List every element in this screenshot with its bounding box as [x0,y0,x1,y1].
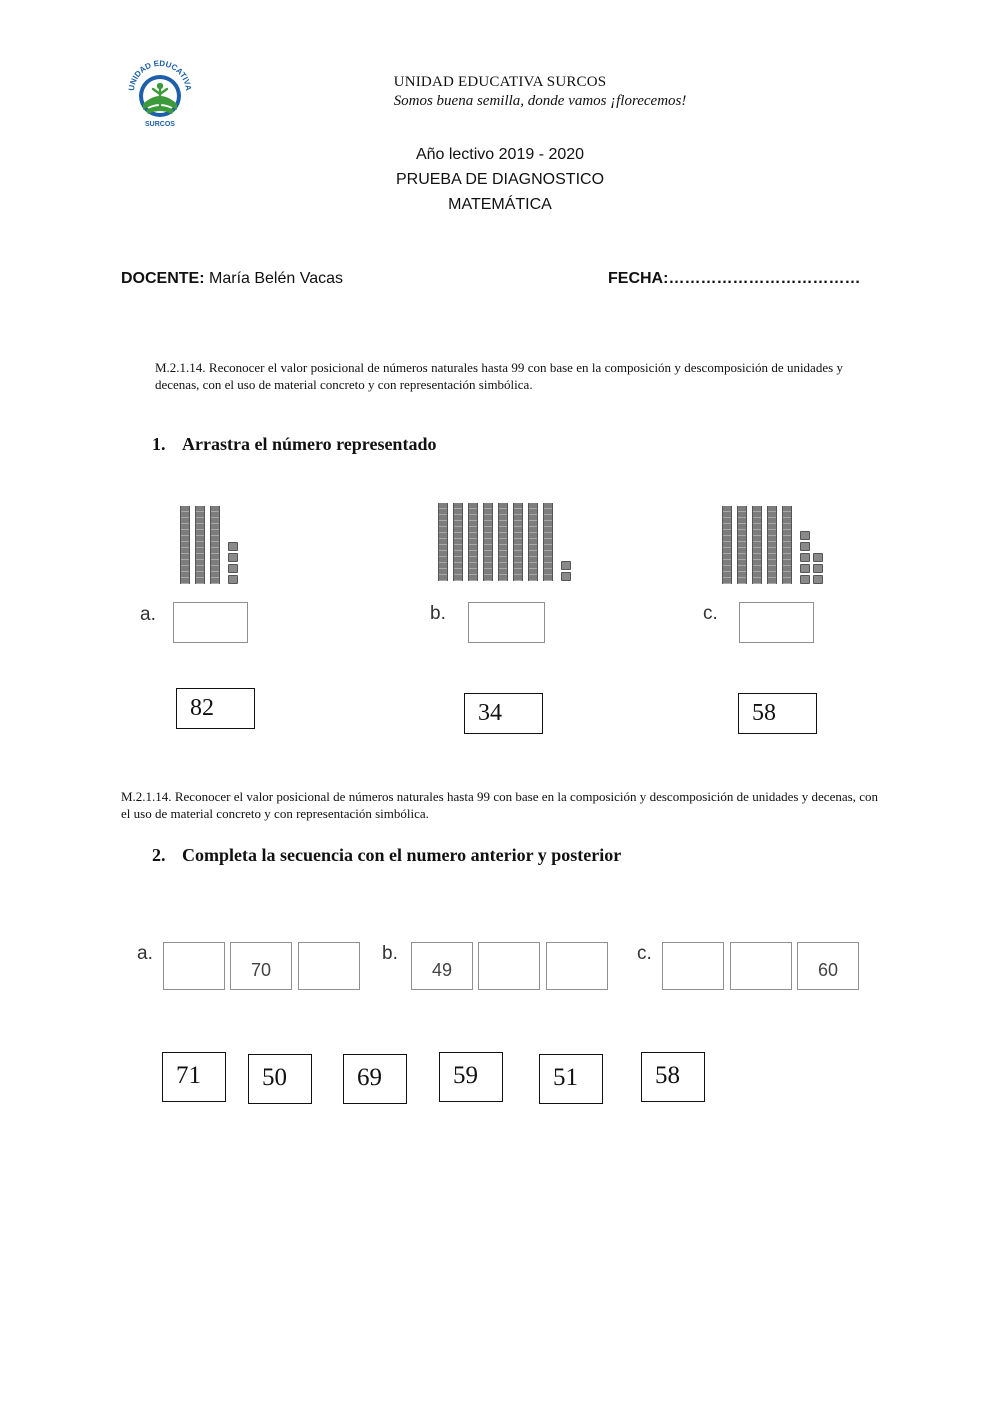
sequence-letter-b: b. [382,943,398,964]
item-letter-b: b. [430,603,446,624]
drop-zone-c[interactable] [739,602,814,643]
base-ten-blocks-a [180,506,250,586]
ten-rod [453,503,463,581]
answer-tile-82[interactable]: 82 [176,688,255,729]
drop-zone-a[interactable] [173,602,248,643]
unit-cube [561,561,571,570]
test-title: PRUEBA DE DIAGNOSTICO [395,171,605,188]
unit-cube [800,542,810,551]
question-1-number: 1. [152,434,166,454]
unit-cube [813,575,823,584]
unit-cube [813,553,823,562]
objective-1: M.2.1.14. Reconocer el valor posicional de números naturales hasta 99 con base en la composición y descomposición de unidades y decenas, con el uso de material concreto y con representación simbólica. [155,360,843,392]
ten-rod [543,503,553,581]
sequence-letter-a: a. [137,943,153,964]
teacher-name: María Belén Vacas [209,270,344,287]
sequence-b-given: 49 [411,942,473,990]
unit-cube [800,564,810,573]
sequence-b-next[interactable] [478,942,540,990]
answer-tile-58[interactable]: 58 [738,693,817,734]
ten-rod [195,506,205,584]
sequence-letter-c: c. [637,943,652,964]
item-letter-c: c. [703,603,718,624]
ten-rod [438,503,448,581]
ten-rod [468,503,478,581]
teacher-line [121,270,343,288]
ten-rod [483,503,493,581]
unit-cube [228,553,238,562]
sequence-a-next[interactable] [298,942,360,990]
question-1-heading [152,434,436,455]
answer-tile-59[interactable]: 59 [439,1052,503,1102]
ten-rod [498,503,508,581]
ten-rod [513,503,523,581]
question-2-title: Completa la secuencia con el numero anterior y posterior [182,845,622,865]
date-field: FECHA:……………………………… [608,270,861,287]
sequence-c-previous[interactable] [730,942,792,990]
school-name: UNIDAD EDUCATIVA SURCOS [393,74,607,90]
unit-cube [228,575,238,584]
unit-cube [228,542,238,551]
unit-cube [813,564,823,573]
sequence-a-previous[interactable] [163,942,225,990]
sequence-c-given: 60 [797,942,859,990]
unit-cube [800,531,810,540]
ten-rod [752,506,762,584]
base-ten-blocks-b [438,503,578,583]
question-2-heading [152,845,621,866]
logo-text-bottom: SURCOS [145,121,175,128]
school-year: Año lectivo 2019 - 2020 [415,146,585,163]
answer-tile-50[interactable]: 50 [248,1054,312,1104]
unit-cube [800,553,810,562]
question-1-title: Arrastra el número representado [182,434,437,454]
answer-tile-69[interactable]: 69 [343,1054,407,1104]
logo-text-top: UNIDAD EDUCATIVA [126,58,194,92]
item-letter-a: a. [140,604,156,625]
sequence-b-next-2[interactable] [546,942,608,990]
ten-rod [210,506,220,584]
sequence-a-given: 70 [230,942,292,990]
ten-rod [528,503,538,581]
base-ten-blocks-c [722,506,837,586]
answer-tile-58-seq[interactable]: 58 [641,1052,705,1102]
unit-cube [800,575,810,584]
objective-2: M.2.1.14. Reconocer el valor posicional de números naturales hasta 99 con base en la composición y descomposición de unidades y decenas, con el uso de material concreto y con representación simbólica. [121,789,878,821]
teacher-label: DOCENTE: [121,270,205,287]
ten-rod [782,506,792,584]
unit-cube [561,572,571,581]
answer-tile-51[interactable]: 51 [539,1054,603,1104]
ten-rod [767,506,777,584]
school-motto: Somos buena semilla, donde vamos ¡florecemos! [393,93,687,109]
subject-title: MATEMÁTICA [448,196,552,213]
drop-zone-b[interactable] [468,602,545,643]
answer-tile-71[interactable]: 71 [162,1052,226,1102]
unit-cube [228,564,238,573]
ten-rod [722,506,732,584]
question-2-number: 2. [152,845,166,865]
answer-tile-34[interactable]: 34 [464,693,543,734]
sequence-c-previous-2[interactable] [662,942,724,990]
ten-rod [737,506,747,584]
ten-rod [180,506,190,584]
